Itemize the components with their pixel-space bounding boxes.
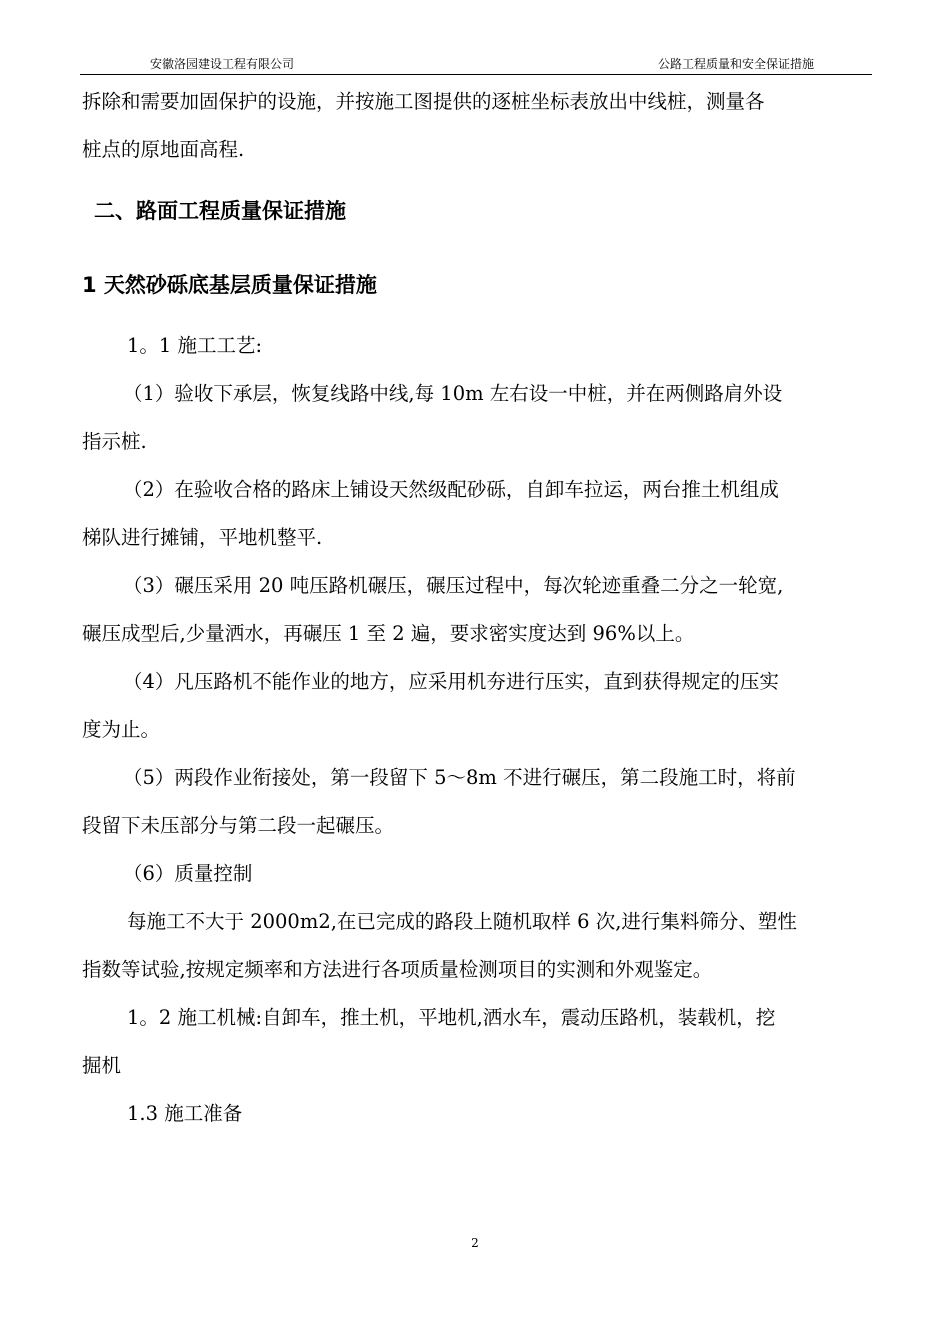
item-2-line-1: （2）在验收合格的路床上铺设天然级配砂砾，自卸车拉运，两台推土机组成 <box>123 478 779 501</box>
subsection-heading: 1 天然砂砾底基层质量保证措施 <box>82 273 377 297</box>
item-4-line-2: 度为止。 <box>82 718 161 741</box>
header-doc-title: 公路工程质量和安全保证措施 <box>657 57 814 71</box>
paragraph-continued-line-2: 桩点的原地面高程. <box>82 138 245 161</box>
page-header <box>80 56 872 75</box>
subsection-1-2-line-2: 掘机 <box>82 1054 122 1077</box>
quality-control-line-2: 指数等试验,按规定频率和方法进行各项质量检测项目的实测和外观鉴定。 <box>82 958 713 981</box>
subsection-1-2-line-1: 1。2 施工机械:自卸车，推土机，平地机,洒水车，震动压路机，装载机，挖 <box>127 1006 776 1029</box>
section-heading: 二、路面工程质量保证措施 <box>94 199 346 223</box>
paragraph-continued-line-1: 拆除和需要加固保护的设施，并按施工图提供的逐桩坐标表放出中线桩，测量各 <box>82 90 765 113</box>
item-5-line-1: （5）两段作业衔接处，第一段留下 5～8m 不进行碾压，第二段施工时，将前 <box>123 766 796 789</box>
item-3-line-2: 碾压成型后,少量洒水，再碾压 1 至 2 遍，要求密实度达到 96%以上。 <box>82 622 695 645</box>
item-6: （6）质量控制 <box>123 862 253 885</box>
document-body <box>82 78 872 1138</box>
quality-control-line-1: 每施工不大于 2000m2,在已完成的路段上随机取样 6 次,进行集料筛分、塑性 <box>127 910 797 933</box>
item-2-line-2: 梯队进行摊铺，平地机整平. <box>82 526 323 549</box>
header-company: 安徽洛园建设工程有限公司 <box>150 57 295 71</box>
page-number: 2 <box>471 1236 479 1250</box>
item-1-line-1: （1）验收下承层，恢复线路中线,每 10m 左右设一中桩，并在两侧路肩外设 <box>123 382 783 405</box>
item-5-line-2: 段留下未压部分与第二段一起碾压。 <box>82 814 395 837</box>
subsection-1-1: 1。1 施工工艺: <box>127 334 263 357</box>
item-3-line-1: （3）碾压采用 20 吨压路机碾压，碾压过程中，每次轮迹重叠二分之一轮宽, <box>123 574 784 597</box>
item-1-line-2: 指示桩. <box>82 430 147 453</box>
subsection-1-3: 1.3 施工准备 <box>127 1102 243 1125</box>
item-4-line-1: （4）凡压路机不能作业的地方，应采用机夯进行压实，直到获得规定的压实 <box>123 670 779 693</box>
